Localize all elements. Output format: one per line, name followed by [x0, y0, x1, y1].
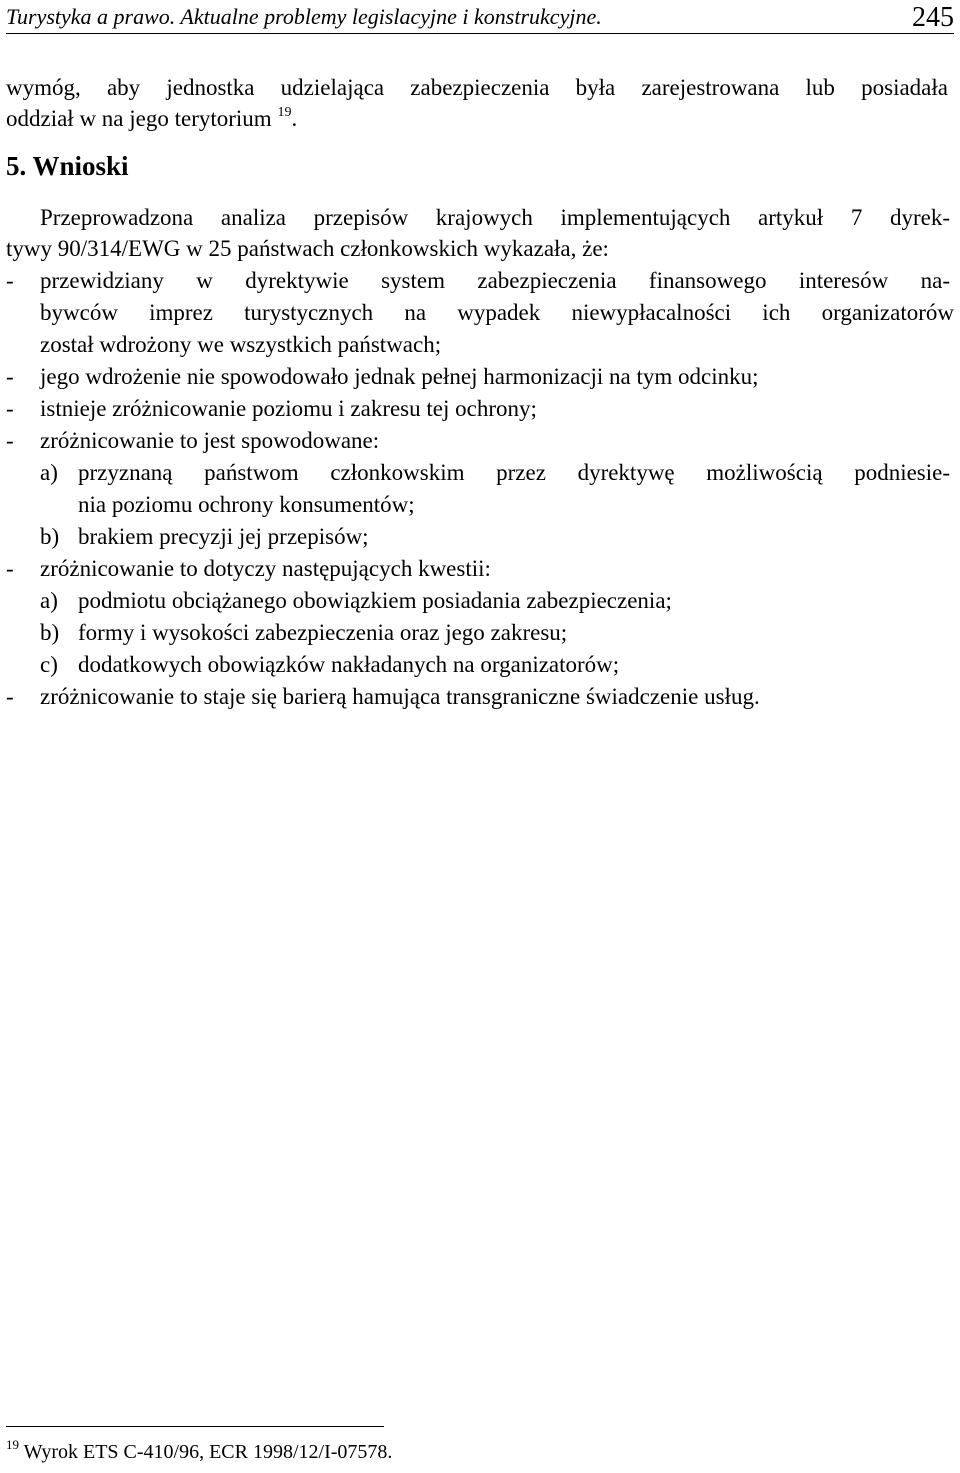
list-item-text: został wdrożony we wszystkich państwach;	[40, 332, 442, 357]
footnote-text: Wyrok ETS C-410/96, ECR 1998/12/I-07578.	[19, 1441, 393, 1463]
footnote	[6, 1437, 393, 1464]
footnote-marker: 19	[6, 1437, 19, 1452]
sublist-marker: b)	[40, 524, 60, 549]
list-item-text: bywców imprez turystycznych na wypadek niewypłacalności ich organizatorów	[40, 300, 954, 325]
sublist-marker: b)	[40, 620, 60, 645]
intro-line-2: oddział w na jego terytorium $^{19}$.	[6, 105, 298, 131]
list-item-text: zróżnicowanie to staje się barierą hamująca transgraniczne świadczenie usług.	[40, 684, 760, 709]
sublist-item-text: dodatkowych obowiązków nakładanych na organizatorów;	[78, 652, 620, 677]
list-dash: -	[6, 268, 14, 293]
sublist-item-text: nia poziomu ochrony konsumentów;	[78, 492, 415, 517]
sublist-item-text: formy i wysokości zabezpieczenia oraz jego zakresu;	[78, 620, 568, 645]
paragraph-line: Przeprowadzona analiza przepisów krajowych implementujących artykuł 7 dyrek-	[40, 205, 950, 230]
running-header	[6, 0, 954, 34]
section-heading: 5. Wnioski	[6, 151, 129, 181]
list-dash: -	[6, 364, 14, 389]
list-dash: -	[6, 684, 14, 709]
sublist-item-text: brakiem precyzji jej przepisów;	[78, 524, 369, 549]
list-item-text: zróżnicowanie to jest spowodowane:	[40, 428, 380, 453]
footnote-reference[interactable]: 19	[277, 105, 292, 120]
list-dash: -	[6, 428, 14, 453]
sublist-item-text: przyznaną państwom członkowskim przez dyrektywę możliwością podniesie-	[78, 460, 950, 485]
list-dash: -	[6, 396, 14, 421]
list-dash: -	[6, 556, 14, 581]
list-item-text: przewidziany w dyrektywie system zabezpieczenia finansowego interesów na-	[40, 268, 950, 293]
sublist-item-text: podmiotu obciążanego obowiązkiem posiadania zabezpieczenia;	[78, 588, 672, 613]
sublist-marker: a)	[40, 588, 58, 613]
sublist-marker: c)	[40, 652, 58, 677]
page-number: 245	[912, 2, 954, 33]
intro-line-1: wymóg, aby jednostka udzielająca zabezpieczenia była zarejestrowana lub posiadała	[6, 75, 948, 100]
list-item-text: istnieje zróżnicowanie poziomu i zakresu tej ochrony;	[40, 396, 537, 421]
sublist-marker: a)	[40, 460, 58, 485]
list-item-text: zróżnicowanie to dotyczy następujących kwestii:	[40, 556, 491, 581]
running-title: Turystyka a prawo. Aktualne problemy legislacyjne i konstrukcyjne.	[6, 4, 602, 29]
paragraph-line: tywy 90/314/EWG w 25 państwach członkowskich wykazała, że:	[6, 236, 609, 261]
list-item-text: jego wdrożenie nie spowodowało jednak pełnej harmonizacji na tym odcinku;	[40, 364, 759, 389]
footnote-separator	[6, 1426, 384, 1427]
